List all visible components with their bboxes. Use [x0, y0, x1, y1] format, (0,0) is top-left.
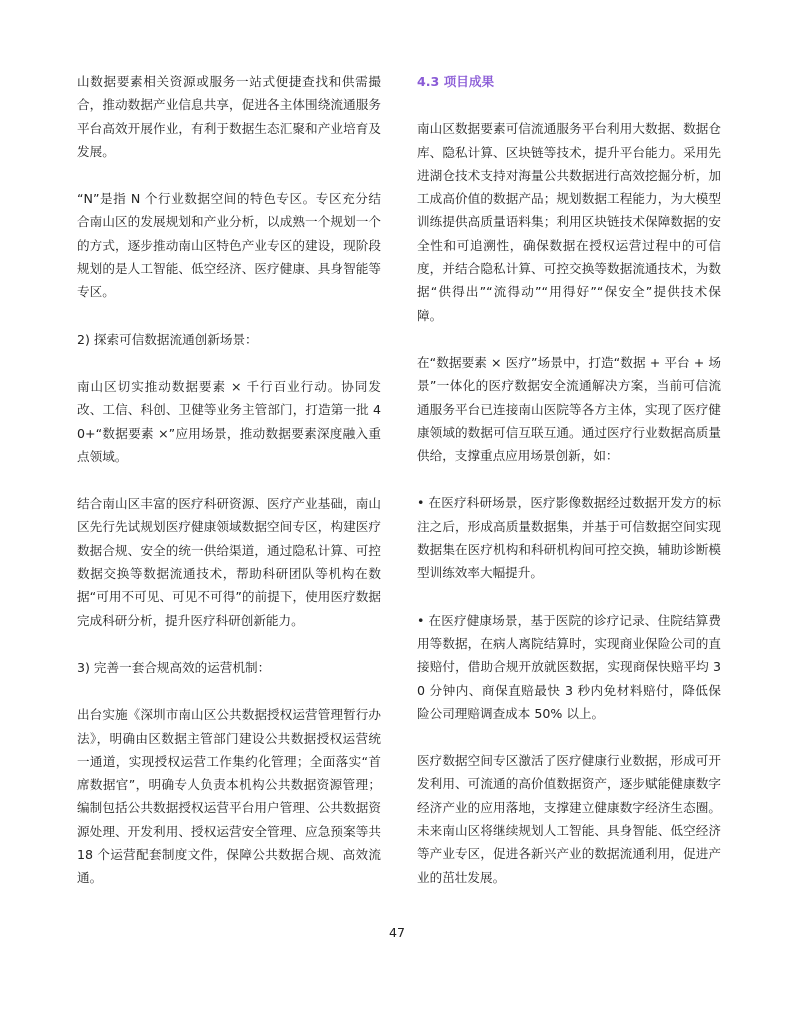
left-subheading-scenarios: 2) 探索可信数据流通创新场景： [77, 331, 258, 347]
right-paragraph-1: 南山区数据要素可信流通服务平台利用大数据、数据仓库、隐私计算、区块链等技术，提升平台能力。采用先进湖仓技术支持对海量公共数据进行高效挖掘分析，加工成高价值的数据产品；规划数据工程能力，为大模型训练提供高质量语料集；利用区块链技术保障数据的安全性和可追溯性，确保数据在授权运营过程中的可信度，并结合隐私计算、可控交换等数据流通技术，为数据“供得出”“流得动”“用得好”“保安全”提供技术保障。 [417, 121, 721, 323]
left-paragraph-1: 山数据要素相关资源或服务一站式便捷查找和供需撮合，推动数据产业信息共享，促进各主体围绕流通服务平台高效开展作业，有利于数据生态汇聚和产业培育及发展。 [77, 74, 381, 159]
page-number: 47 [388, 925, 406, 940]
left-paragraph-7: 出台实施《深圳市南山区公共数据授权运营管理暂行办法》，明确由区数据主管部门建设公共数据授权运营统一通道，实现授权运营工作集约化管理；全面落实“首席数据官”，明确专人负责本机构公共数据资源管理；编制包括公共数据授权运营平台用户管理、公共数据资源处理、开发利用、授权运营安全管理、应急预案等共 18 个运营配套制度文件，保障公共数据合规、高效流通。 [77, 707, 381, 886]
left-paragraph-4: 南山区切实推动数据要素 × 千行百业行动。协同发改、工信、科创、卫健等业务主管部门，打造第一批 40+“数据要素 ×”应用场景，推动数据要素深度融入重点领域。 [77, 378, 381, 464]
right-bullet-research: • 在医疗科研场景，医疗影像数据经过数据开发方的标注之后，形成高质量数据集，并基于可信数据空间实现数据集在医疗机构和科研机构间可控交换，辅助诊断模型训练效率大幅提升。 [417, 495, 721, 581]
right-paragraph-2: 在“数据要素 × 医疗”场景中，打造“数据 + 平台 + 场景”一体化的医疗数据安全流通解决方案，当前可信流通服务平台已连接南山医院等各方主体，实现了医疗健康领域的数据可信互联互通。通过医疗行业数据高质量供给，支撑重点应用场景创新，如： [417, 354, 721, 464]
right-paragraph-5: 医疗数据空间专区激活了医疗健康行业数据，形成可开发利用、可流通的高价值数据资产，逐步赋能健康数字经济产业的应用落地，支撑建立健康数字经济生态圈。未来南山区将继续规划人工智能、具身智能、低空经济等产业专区，促进各新兴产业的数据流通利用，促进产业的茁壮发展。 [417, 753, 721, 885]
right-bullet-health: • 在医疗健康场景，基于医院的诊疗记录、住院结算费用等数据，在病人离院结算时，实现商业保险公司的直接赔付，借助合规开放就医数据，实现商保快赔平均 30 分钟内、商保直赔最快 3 秒内免材料赔付，降低保险公司理赔调查成本 50% 以上。 [417, 612, 721, 721]
left-column [77, 70, 381, 914]
right-column [417, 70, 721, 913]
left-paragraph-2: “N”是指 N 个行业数据空间的特色专区。专区充分结合南山区的发展规划和产业分析，以成熟一个规划一个的方式，逐步推动南山区特色产业专区的建设，现阶段规划的是人工智能、低空经济、医疗健康、具身智能等专区。 [77, 191, 381, 300]
section-heading-project-results: 4.3 项目成果 [417, 74, 495, 89]
left-subheading-mechanism: 3) 完善一套合规高效的运营机制： [77, 659, 271, 675]
left-paragraph-5: 结合南山区丰富的医疗科研资源、医疗产业基础，南山区先行先试规划医疗健康领域数据空间专区，构建医疗数据合规、安全的统一供给渠道，通过隐私计算、可控数据交换等数据流通技术，帮助科研团队等机构在数据“可用不可见、可见不可得”的前提下，使用医疗数据完成科研分析，提升医疗科研创新能力。 [77, 496, 381, 628]
